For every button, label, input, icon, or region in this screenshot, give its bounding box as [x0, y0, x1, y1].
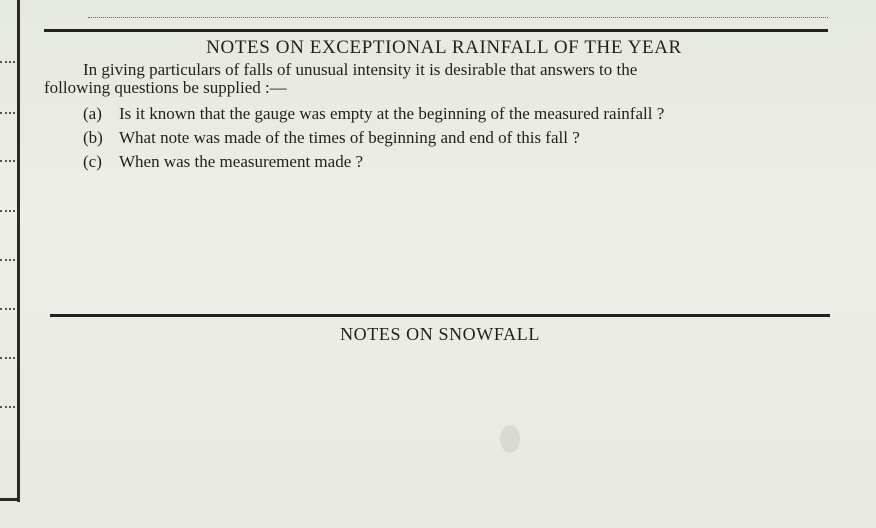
question-label: (c) — [83, 152, 102, 171]
margin-dotted-tick — [0, 210, 15, 212]
snowfall-section-rule — [50, 314, 830, 317]
question-label: (b) — [83, 128, 103, 147]
margin-dotted-tick — [0, 357, 15, 359]
question-text: When was the measurement made ? — [119, 152, 364, 171]
left-bottom-rule — [0, 498, 20, 501]
question-item — [83, 152, 363, 172]
question-item — [83, 128, 580, 148]
margin-dotted-tick — [0, 308, 15, 310]
rainfall-intro-line1: In giving particulars of falls of unusual intensity it is desirable that answers to the — [83, 60, 638, 79]
rainfall-intro-line2: following questions be supplied :— — [44, 78, 287, 97]
rainfall-section-rule — [44, 29, 828, 32]
top-dotted-line — [88, 17, 828, 18]
margin-dotted-tick — [0, 160, 15, 162]
question-text: Is it known that the gauge was empty at the beginning of the measured rainfall ? — [119, 104, 665, 123]
paper-stain — [500, 425, 520, 453]
left-margin-rule — [17, 0, 20, 502]
rainfall-heading: NOTES ON EXCEPTIONAL RAINFALL OF THE YEAR — [206, 37, 682, 58]
margin-dotted-tick — [0, 406, 15, 408]
margin-dotted-tick — [0, 259, 15, 261]
question-item — [83, 104, 664, 124]
margin-dotted-tick — [0, 112, 15, 114]
snowfall-heading: NOTES ON SNOWFALL — [340, 324, 540, 344]
question-label: (a) — [83, 104, 102, 123]
margin-dotted-tick — [0, 61, 15, 63]
question-text: What note was made of the times of beginning and end of this fall ? — [119, 128, 580, 147]
